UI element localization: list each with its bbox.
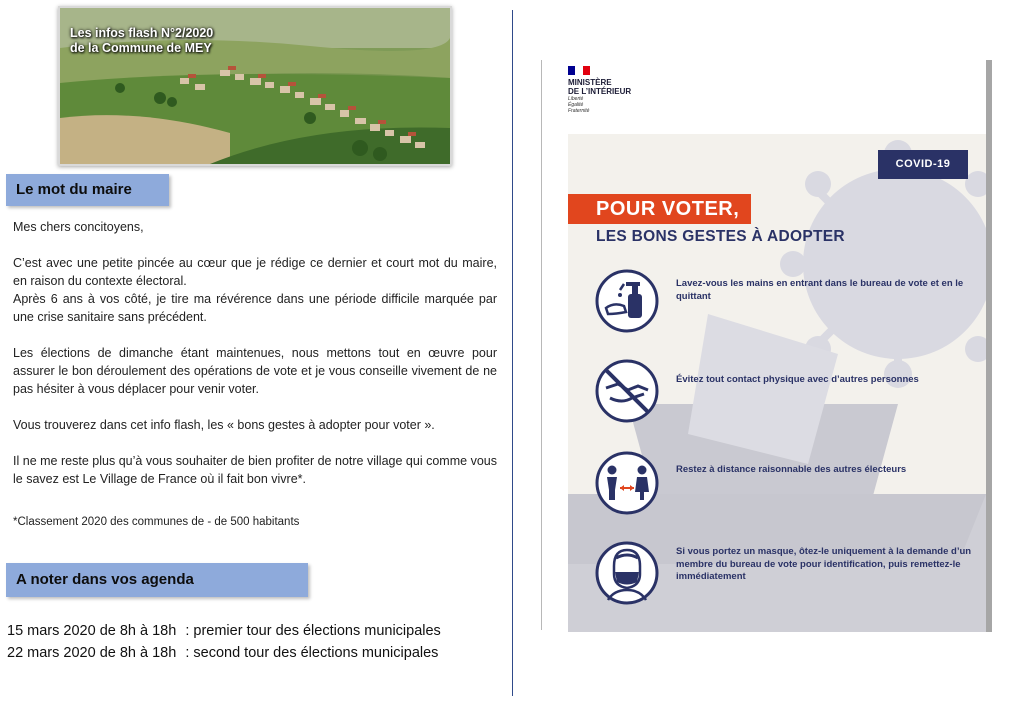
ministry-name-line1: MINISTÈRE	[568, 78, 612, 87]
mask-icon	[594, 540, 660, 606]
gesture-item	[594, 450, 974, 520]
french-flag-icon	[568, 66, 590, 75]
ministry-name-line2: DE L’INTÉRIEUR	[568, 87, 632, 96]
covid-voting-poster	[568, 60, 992, 632]
mayor-letter	[13, 218, 497, 488]
poster-body	[568, 134, 986, 632]
gesture-item	[594, 358, 974, 428]
mayor-section-heading: Le mot du maire	[6, 174, 169, 206]
hand-wash-icon	[594, 268, 660, 334]
motto-fraternite: Fraternité	[568, 108, 590, 114]
letter-paragraph-5: Il ne me reste plus qu’à vous souhaiter de bien profiter de notre village qui comme vous le savez est Le Village de France où il fait bon vivre*.	[13, 454, 497, 486]
gesture-text: Lavez-vous les mains en entrant dans le bureau de vote et en le quittant	[676, 278, 964, 302]
letter-paragraph-4: Vous trouverez dans cet info flash, les « bons gestes à adopter pour voter ».	[13, 418, 435, 432]
gesture-item	[594, 540, 974, 610]
distance-icon	[594, 450, 660, 516]
newsletter-title-line1: Les infos flash N°2/2020	[70, 26, 214, 40]
agenda-item	[7, 642, 441, 664]
republic-motto	[568, 96, 631, 114]
agenda-item	[7, 620, 441, 642]
agenda-section-heading: A noter dans vos agenda	[6, 563, 308, 597]
agenda-item-date: 22 mars 2020 de 8h à 18h	[7, 645, 177, 661]
poster-left-rule	[541, 60, 542, 630]
poster-subheadline: LES BONS GESTES À ADOPTER	[596, 228, 845, 245]
poster-headline: POUR VOTER,	[568, 194, 751, 224]
agenda-item-date: 15 mars 2020 de 8h à 18h	[7, 623, 177, 639]
newsletter-title	[70, 26, 213, 56]
gesture-text: Restez à distance raisonnable des autres électeurs	[676, 464, 907, 475]
newsletter-title-line2: de la Commune de MEY	[70, 41, 212, 55]
gesture-text: Si vous portez un masque, ôtez-le uniquement à la demande d’un membre du bureau de vote pour identification, puis remettez-le immédiatement	[676, 546, 972, 582]
motto-egalite: Égalité	[568, 102, 584, 108]
agenda-item-label: : second tour des élections municipales	[185, 645, 439, 661]
letter-paragraph-1: C’est avec une petite pincée au cœur que je rédige ce dernier et court mot du maire, en raison du contexte électoral.	[13, 256, 497, 288]
agenda-list	[7, 620, 441, 664]
ministry-logo	[568, 66, 631, 114]
covid-badge: COVID-19	[878, 150, 968, 179]
ranking-footnote: *Classement 2020 des communes de - de 500 habitants	[13, 516, 300, 528]
gesture-text: Évitez tout contact physique avec d’autres personnes	[676, 374, 919, 385]
agenda-item-label: : premier tour des élections municipales	[185, 623, 441, 639]
gesture-item	[594, 268, 974, 338]
column-divider	[512, 10, 513, 696]
letter-paragraph-2: Après 6 ans à vos côté, je tire ma révérence dans une période difficile marquée par une crise sanitaire sans précédent.	[13, 292, 497, 324]
letter-greeting: Mes chers concitoyens,	[13, 220, 144, 234]
motto-liberte: Liberté	[568, 96, 584, 102]
letter-paragraph-3: Les élections de dimanche étant maintenues, nous mettons tout en œuvre pour assurer le bon déroulement des opérations de vote et je vous conseille vivement de ne pas hésiter à vous déplacer pour venir voter.	[13, 346, 497, 396]
village-aerial-photo	[58, 6, 452, 166]
no-handshake-icon	[594, 358, 660, 424]
